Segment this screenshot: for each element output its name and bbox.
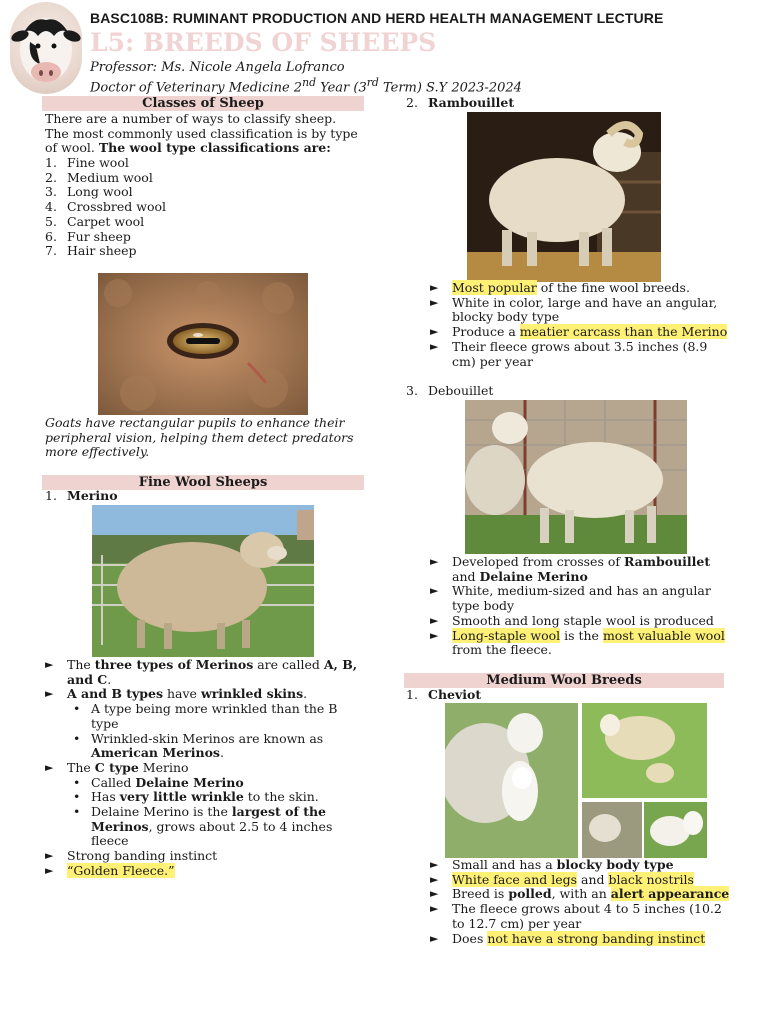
- rambouillet-photo: [467, 112, 661, 282]
- goat-eye-caption: Goats have rectangular pupils to enhance their peripheral vision, helping them detect predators more effectively.: [45, 415, 354, 460]
- list-item: ► The fleece grows about 4 to 5 inches (10.2 to 12.7 cm) per year: [430, 901, 722, 931]
- course-title: BASC108B: RUMINANT PRODUCTION AND HERD HEALTH MANAGEMENT LECTURE: [90, 10, 664, 26]
- list-item: • Has very little wrinkle to the skin.: [67, 790, 363, 805]
- list-item: ► Developed from crosses of Rambouillet and Delaine Merino: [430, 554, 711, 584]
- list-item: • A type being more wrinkled than the B type: [67, 702, 363, 731]
- wool-classification-list: [45, 156, 345, 259]
- list-item: 6. Fur sheep: [45, 228, 131, 244]
- list-item: ► Produce a meatier carcass than the Merino: [430, 324, 728, 340]
- section-heading-medium-wool: Medium Wool Breeds: [404, 673, 724, 688]
- list-item: 1. Cheviot: [406, 687, 482, 702]
- goat-eye-photo: [98, 273, 308, 415]
- debouillet-photo: [465, 400, 687, 554]
- cheviot-photo-collage: [445, 703, 707, 858]
- list-item: ► Strong banding instinct: [45, 848, 218, 864]
- list-item: 1. Merino: [45, 488, 118, 503]
- list-item: 2. Rambouillet: [406, 95, 515, 110]
- list-item: • Called Delaine Merino: [67, 776, 363, 791]
- list-item: ► The three types of Merinos are called A, B, and C.: [45, 657, 358, 687]
- list-item: 2. Medium wool: [45, 169, 153, 185]
- list-item: ► White in color, large and have an angular, blocky body type: [430, 294, 718, 325]
- list-item: ► The C type Merino • Called Delaine Merino • Has very little wrinkle to the skin. • Delaine Merino is the largest of the Merinos, grows about 2.5 to 4 inches fleece: [45, 761, 363, 849]
- list-item: ► “Golden Fleece.”: [45, 862, 175, 878]
- list-item: • Delaine Merino is the largest of the Merinos, grows about 2.5 to 4 inches fleece: [67, 805, 363, 849]
- section-heading-classes: Classes of Sheep: [42, 96, 364, 111]
- cow-logo-icon: [10, 2, 82, 94]
- cheviot-heading: [406, 688, 706, 703]
- list-item: ► A and B types have wrinkled skins. • A type being more wrinkled than the B type • Wrinkled-skin Merinos are known as American Merinos.: [45, 687, 363, 761]
- list-item: ► Their fleece grows about 3.5 inches (8.9 cm) per year: [430, 338, 708, 369]
- list-item: ► Most popular of the fine wool breeds.: [430, 280, 690, 295]
- debouillet-heading: [406, 384, 706, 399]
- cheviot-bullets: [430, 858, 730, 946]
- list-item: ► White face and legs and black nostrils: [430, 871, 694, 887]
- list-item: 7. Hair sheep: [45, 243, 137, 259]
- list-item: 4. Crossbred wool: [45, 199, 166, 215]
- list-item: 1. Fine wool: [45, 155, 129, 170]
- section-heading-fine-wool: Fine Wool Sheeps: [42, 475, 364, 490]
- program-line: Doctor of Veterinary Medicine 2nd Year (3rd Term) S.Y 2023-2024: [90, 76, 522, 96]
- classes-intro: There are a number of ways to classify sheep. The most commonly used classification is by type of wool. The wool type classifications are:: [45, 111, 358, 156]
- debouillet-bullets: [430, 555, 730, 658]
- list-item: ► Does not have a strong banding instinct: [430, 930, 706, 946]
- rambouillet-bullets: [430, 281, 730, 369]
- list-item: ► Long-staple wool is the most valuable wool from the fleece.: [430, 627, 725, 658]
- list-item: ► White, medium-sized and has an angular type body: [430, 583, 711, 614]
- list-item: 3. Debouillet: [406, 383, 494, 398]
- professor-line: Professor: Ms. Nicole Angela Lofranco: [90, 60, 345, 75]
- list-item: ► Smooth and long staple wool is produced: [430, 612, 714, 628]
- list-item: 3. Long wool: [45, 184, 133, 200]
- list-item: • Wrinkled-skin Merinos are known as American Merinos.: [67, 732, 363, 761]
- list-item: 5. Carpet wool: [45, 213, 145, 229]
- list-item: ► Small and has a blocky body type: [430, 857, 674, 872]
- rambouillet-heading: [406, 96, 706, 111]
- merino-heading: [45, 489, 345, 504]
- merino-bullets: [45, 658, 363, 879]
- merino-photo: [92, 505, 314, 657]
- list-item: ► Breed is polled, with an alert appearance: [430, 886, 730, 902]
- lecture-title: L5: BREEDS OF SHEEPS: [90, 28, 437, 57]
